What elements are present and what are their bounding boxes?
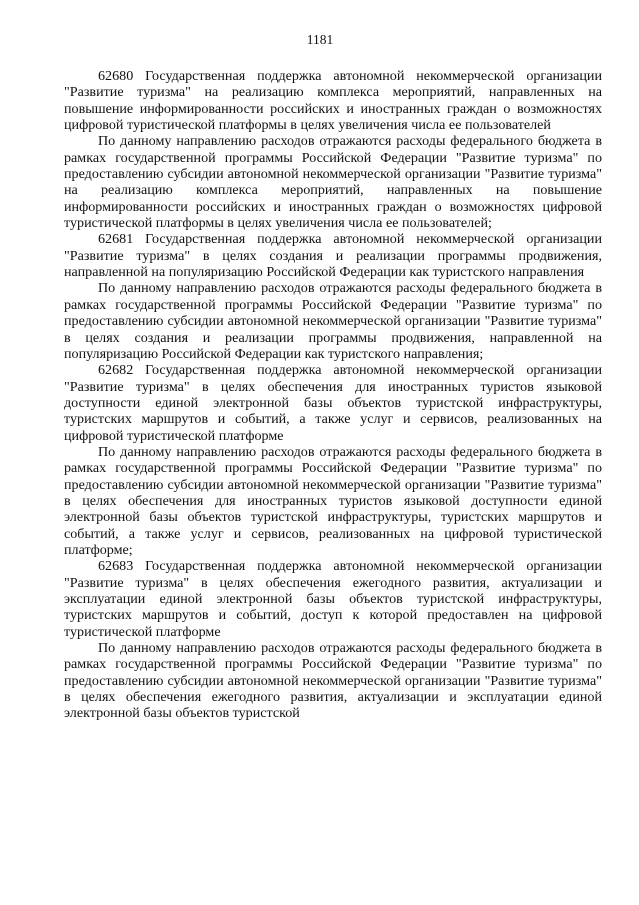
document-body xyxy=(64,68,602,722)
paragraph-62680-description: По данному направлению расходов отражаются расходы федерального бюджета в рамках государственной программы Российской Федерации "Развитие туризма" по предоставлению субсидии автономной некоммерческой организации "Развитие туризма" на реализацию комплекса мероприятий, направленных на повышение информированности российских и иностранных граждан о возможностях цифровой туристической платформы в целях увеличения числа ее пользователей; xyxy=(64,133,602,232)
page-number: 1181 xyxy=(306,32,334,47)
paragraph-62682-description: По данному направлению расходов отражаются расходы федерального бюджета в рамках государственной программы Российской Федерации "Развитие туризма" по предоставлению субсидии автономной некоммерческой организации "Развитие туризма" в целях обеспечения для иностранных туристов языковой доступности единой электронной базы объектов туристской инфраструктуры, туристских маршрутов и событий, а также услуг и сервисов, реализованных на цифровой туристической платформе; xyxy=(64,443,602,558)
paragraph-62680-heading: 62680 Государственная поддержка автономной некоммерческой организации "Развитие туризма" на реализацию комплекса мероприятий, направленных на повышение информированности российских и иностранных граждан о возможностях цифровой туристической платформы в целях увеличения числа ее пользователей xyxy=(64,68,602,134)
paragraph-62683-heading: 62683 Государственная поддержка автономной некоммерческой организации "Развитие туризма" в целях обеспечения ежегодного развития, актуализации и эксплуатации единой электронной базы объектов туристской инфраструктуры, туристских маршрутов и событий, доступ к которой предоставлен на цифровой туристической платформе xyxy=(64,558,602,640)
paragraph-62683-description: По данному направлению расходов отражаются расходы федерального бюджета в рамках государственной программы Российской Федерации "Развитие туризма" по предоставлению субсидии автономной некоммерческой организации "Развитие туризма" в целях обеспечения ежегодного развития, актуализации и эксплуатации единой электронной базы объектов туристской xyxy=(64,640,602,722)
paragraph-62682-heading: 62682 Государственная поддержка автономной некоммерческой организации "Развитие туризма" в целях обеспечения для иностранных туристов языковой доступности единой электронной базы объектов туристской инфраструктуры, туристских маршрутов и событий, а также услуг и сервисов, реализованных на цифровой туристической платформе xyxy=(64,362,602,444)
paragraph-62681-description: По данному направлению расходов отражаются расходы федерального бюджета в рамках государственной программы Российской Федерации "Развитие туризма" по предоставлению субсидии автономной некоммерческой организации "Развитие туризма" в целях создания и реализации программы продвижения, направленной на популяризацию Российской Федерации как туристского направления; xyxy=(64,280,602,362)
paragraph-62681-heading: 62681 Государственная поддержка автономной некоммерческой организации "Развитие туризма" в целях создания и реализации программы продвижения, направленной на популяризацию Российской Федерации как туристского направления xyxy=(64,231,602,281)
